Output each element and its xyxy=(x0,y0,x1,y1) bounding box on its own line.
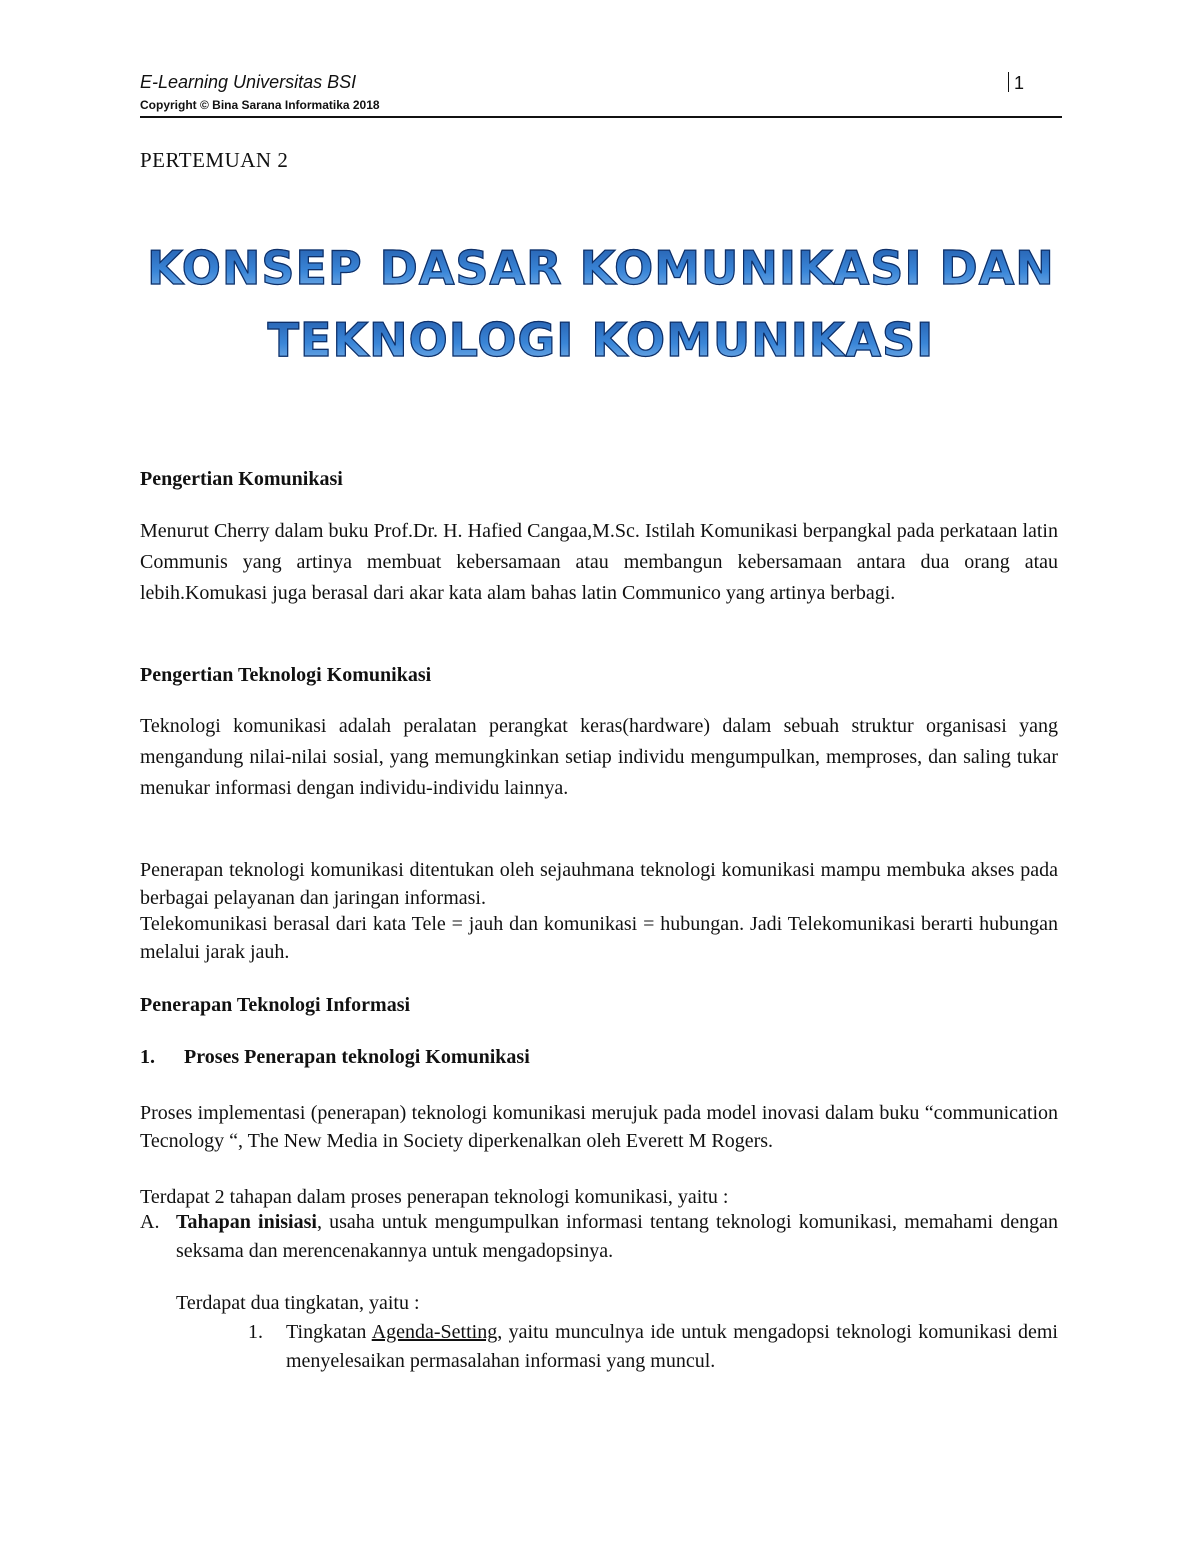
list-marker-1: 1. xyxy=(248,1321,263,1343)
subheading-proses-penerapan xyxy=(140,1046,530,1069)
paragraph-teknologi-definition: Teknologi komunikasi adalah peralatan perangkat keras(hardware) dalam sebuah struktur organisasi yang mengandung nilai-nilai sosial, yang memungkinkan setiap individu mengumpulkan, memproses, dan saling tukar menukar informasi dengan individu-individu lainnya. xyxy=(140,715,1058,799)
subheading-text: Proses Penerapan teknologi Komunikasi xyxy=(184,1046,530,1068)
list-item-tahapan-inisiasi xyxy=(140,1208,1058,1266)
list-item-agenda-setting xyxy=(248,1318,1058,1376)
paragraph-pengertian-komunikasi: Menurut Cherry dalam buku Prof.Dr. H. Hafied Cangaa,M.Sc. Istilah Komunikasi berpangkal pada perkataan latin Communis yang artinya membuat kebersamaan atau membangun kebersamaan antara dua orang atau lebih.Komukasi juga berasal dari akar kata alam bahas latin Communico yang artinya berbagi. xyxy=(140,520,1058,604)
term-agenda-setting: Agenda-Setting xyxy=(371,1321,498,1343)
subheading-number: 1. xyxy=(140,1046,155,1068)
paragraph-tahapan-intro: Terdapat 2 tahapan dalam proses penerapan teknologi komunikasi, yaitu : xyxy=(140,1186,729,1208)
item1-text: , yaitu munculnya ide untuk mengadopsi teknologi komunikasi demi menyelesaikan permasalahan informasi yang muncul. xyxy=(286,1321,1058,1372)
heading-pengertian-teknologi: Pengertian Teknologi Komunikasi xyxy=(140,664,432,686)
list-marker-a: A. xyxy=(140,1211,160,1233)
page-number: 1 xyxy=(1014,73,1025,93)
document-title xyxy=(140,232,1062,376)
list-item-a-text: , usaha untuk mengumpulkan informasi tentang teknologi komunikasi, memahami dengan seksama dan merencenakannya untuk mengadopsinya. xyxy=(176,1211,1058,1262)
paragraph-tingkatan-intro: Terdapat dua tingkatan, yaitu : xyxy=(176,1292,420,1314)
paragraph-telekomunikasi: Telekomunikasi berasal dari kata Tele = jauh dan komunikasi = hubungan. Jadi Telekomunikasi berarti hubungan melalui jarak jauh. xyxy=(140,913,1058,963)
header-title: E-Learning Universitas BSI xyxy=(140,72,357,92)
header-separator xyxy=(1008,72,1009,92)
list-item-1-content xyxy=(286,1318,1058,1376)
heading-pengertian-komunikasi: Pengertian Komunikasi xyxy=(140,468,343,490)
title-line-1: KONSEP DASAR KOMUNIKASI DAN xyxy=(140,232,1062,304)
term-tahapan-inisiasi: Tahapan inisiasi xyxy=(176,1211,317,1233)
paragraph-penerapan-akses: Penerapan teknologi komunikasi ditentukan oleh sejauhmana teknologi komunikasi mampu membuka akses pada berbagai pelayanan dan jaringan informasi. xyxy=(140,859,1058,909)
list-item-a-content xyxy=(176,1208,1058,1266)
header-rule xyxy=(140,116,1062,118)
header-page-number xyxy=(1008,72,1024,94)
heading-penerapan-teknologi: Penerapan Teknologi Informasi xyxy=(140,994,411,1016)
header-copyright: Copyright © Bina Sarana Informatika 2018 xyxy=(140,98,380,112)
meeting-label: PERTEMUAN 2 xyxy=(140,148,289,172)
title-line-2: TEKNOLOGI KOMUNIKASI xyxy=(140,304,1062,376)
paragraph-proses-implementasi: Proses implementasi (penerapan) teknologi komunikasi merujuk pada model inovasi dalam buku “communication Tecnology “, The New Media in Society diperkenalkan oleh Everett M Rogers. xyxy=(140,1102,1058,1152)
item1-prefix: Tingkatan xyxy=(286,1321,372,1343)
